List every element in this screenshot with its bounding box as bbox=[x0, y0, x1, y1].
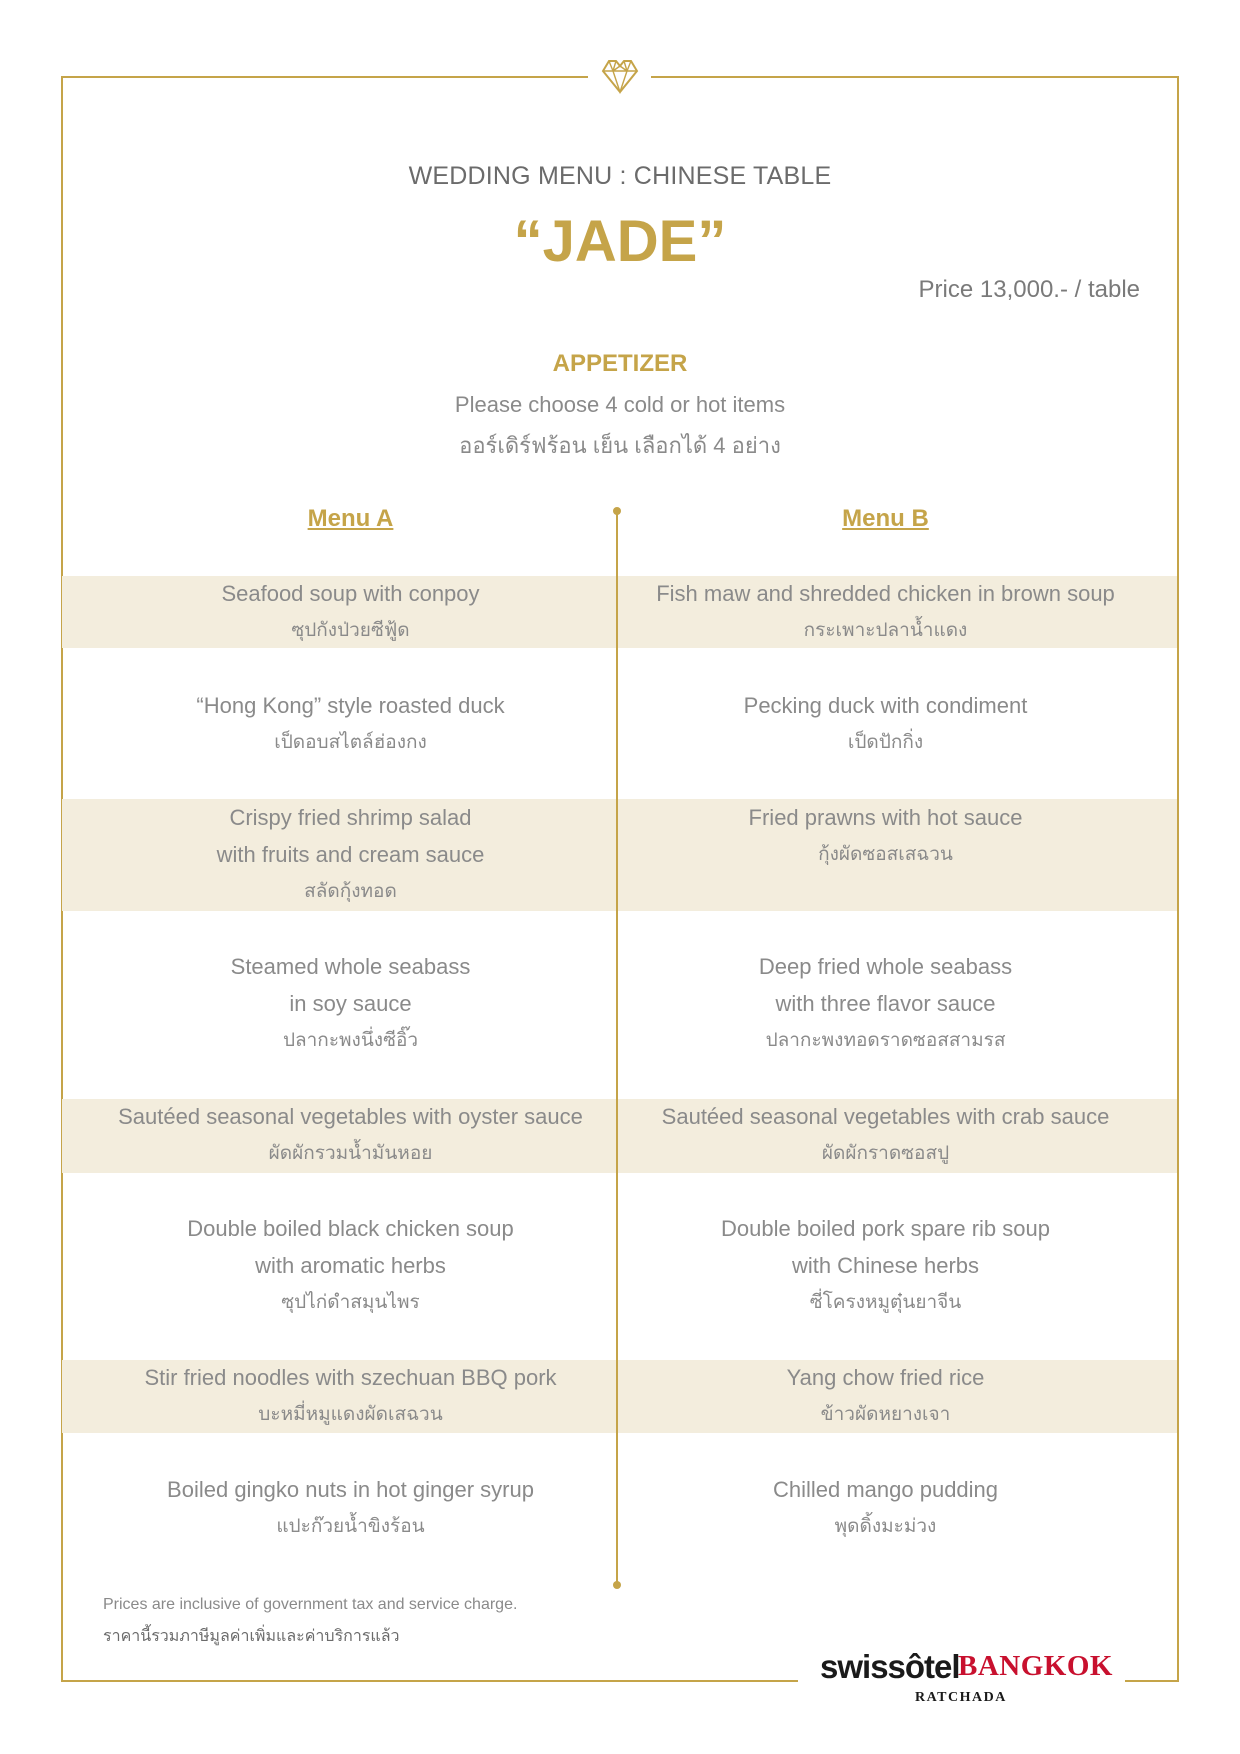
frame-border-bottom-right bbox=[1125, 1680, 1179, 1682]
dish-name-th: พุดดิ้งมะม่วง bbox=[834, 1516, 937, 1537]
dish-name-en: Double boiled black chicken soup bbox=[187, 1216, 514, 1241]
menu-a-item bbox=[83, 1471, 618, 1545]
logo-brand-text: swissôtel bbox=[820, 1648, 960, 1685]
menu-title: “JADE” bbox=[513, 209, 727, 274]
divider-dot-top bbox=[613, 507, 621, 515]
menu-a-item bbox=[83, 1098, 618, 1172]
dish-name-en: Seafood soup with conpoy bbox=[221, 581, 480, 606]
menu-a-item bbox=[83, 687, 618, 761]
dish-name-en: Boiled gingko nuts in hot ginger syrup bbox=[167, 1477, 534, 1502]
dish-name-en-line2: with aromatic herbs bbox=[255, 1253, 446, 1278]
menu-a-item bbox=[83, 575, 618, 649]
dish-name-en: Pecking duck with condiment bbox=[743, 693, 1028, 718]
heart-gem-icon bbox=[600, 56, 640, 94]
menu-a-item bbox=[83, 1210, 618, 1321]
dish-name-en-line2: with three flavor sauce bbox=[775, 991, 996, 1016]
price-disclaimer-th: ราคานี้รวมภาษีมูลค่าเพิ่มและค่าบริการแล้ว bbox=[103, 1628, 400, 1645]
frame-border-top-left bbox=[61, 76, 588, 78]
dish-name-en: Stir fried noodles with szechuan BBQ pork bbox=[144, 1365, 557, 1390]
menu-b-item bbox=[618, 1210, 1153, 1321]
hotel-logo bbox=[820, 1648, 1120, 1718]
dish-name-th: ซุปไก่ดำสมุนไพร bbox=[281, 1292, 420, 1313]
frame-border-right bbox=[1177, 76, 1179, 1682]
dish-name-en: Yang chow fried rice bbox=[786, 1365, 985, 1390]
menu-b-title: Menu B bbox=[842, 505, 929, 532]
dish-name-th: ผัดผักราดซอสปู bbox=[821, 1143, 950, 1164]
dish-name-th: ซี่โครงหมูตุ๋นยาจีน bbox=[809, 1292, 962, 1313]
dish-name-en-line2: with Chinese herbs bbox=[791, 1253, 980, 1278]
dish-name-th: กระเพาะปลาน้ำแดง bbox=[803, 620, 968, 641]
frame-border-top-right bbox=[651, 76, 1179, 78]
dish-name-en: Chilled mango pudding bbox=[772, 1477, 999, 1502]
dish-name-en: Double boiled pork spare rib soup bbox=[721, 1216, 1050, 1241]
frame-border-bottom-left bbox=[61, 1680, 798, 1682]
dish-name-en: Fish maw and shredded chicken in brown soup bbox=[656, 581, 1115, 606]
dish-name-th: ผัดผักรวมน้ำมันหอย bbox=[268, 1143, 433, 1164]
menu-subtitle: WEDDING MENU : CHINESE TABLE bbox=[408, 162, 832, 190]
dish-name-th: กุ้งผัดซอสเสฉวน bbox=[818, 844, 953, 865]
appetizer-heading: APPETIZER bbox=[552, 350, 688, 377]
dish-name-th: สลัดกุ้งทอด bbox=[304, 881, 397, 902]
dish-name-th: บะหมี่หมูแดงผัดเสฉวน bbox=[258, 1404, 443, 1425]
dish-name-en: Sautéed seasonal vegetables with crab sauce bbox=[661, 1104, 1110, 1129]
menu-b-item bbox=[618, 575, 1153, 649]
dish-name-en: Sautéed seasonal vegetables with oyster sauce bbox=[118, 1104, 583, 1129]
menu-a-item bbox=[83, 948, 618, 1059]
appetizer-note-en: Please choose 4 cold or hot items bbox=[454, 392, 786, 417]
divider-dot-bottom bbox=[613, 1581, 621, 1589]
dish-name-th: ปลากะพงนึ่งซีอิ๊ว bbox=[282, 1030, 419, 1051]
dish-name-en: Fried prawns with hot sauce bbox=[748, 805, 1023, 830]
table-price: Price 13,000.- / table bbox=[918, 276, 1140, 303]
dish-name-en: Deep fried whole seabass bbox=[758, 954, 1013, 979]
menu-a-title: Menu A bbox=[307, 505, 394, 532]
menu-b-item bbox=[618, 1098, 1153, 1172]
menu-b-item bbox=[618, 948, 1153, 1059]
dish-name-en-line2: in soy sauce bbox=[289, 991, 412, 1016]
dish-name-th: ข้าวผัดหยางเจา bbox=[820, 1404, 951, 1425]
dish-name-en-line2: with fruits and cream sauce bbox=[216, 842, 485, 867]
dish-name-th: ปลากะพงทอดราดซอสสามรส bbox=[765, 1030, 1006, 1051]
price-disclaimer-en: Prices are inclusive of government tax and service charge. bbox=[103, 1596, 518, 1613]
menu-b-item bbox=[618, 1359, 1153, 1433]
dish-name-th: แปะก๊วยน้ำขิงร้อน bbox=[276, 1516, 425, 1537]
menu-b-item bbox=[618, 1471, 1153, 1545]
dish-name-th: เป็ดปักกิ่ง bbox=[847, 732, 924, 753]
menu-a-item bbox=[83, 799, 618, 910]
appetizer-note-th: ออร์เดิร์ฟร้อน เย็น เลือกได้ 4 อย่าง bbox=[459, 433, 781, 458]
menu-b-item bbox=[618, 687, 1153, 761]
dish-name-en: Crispy fried shrimp salad bbox=[229, 805, 472, 830]
dish-name-en: “Hong Kong” style roasted duck bbox=[196, 693, 505, 718]
logo-sub-text: RATCHADA bbox=[915, 1690, 1007, 1705]
logo-city-text: BANGKOK bbox=[958, 1650, 1113, 1682]
dish-name-th: ซุปกังป่วยซีฟู้ด bbox=[291, 620, 410, 641]
menu-a-item bbox=[83, 1359, 618, 1433]
dish-name-en: Steamed whole seabass bbox=[230, 954, 471, 979]
dish-name-th: เป็ดอบสไตล์ฮ่องกง bbox=[274, 732, 427, 753]
menu-b-item bbox=[618, 799, 1153, 873]
